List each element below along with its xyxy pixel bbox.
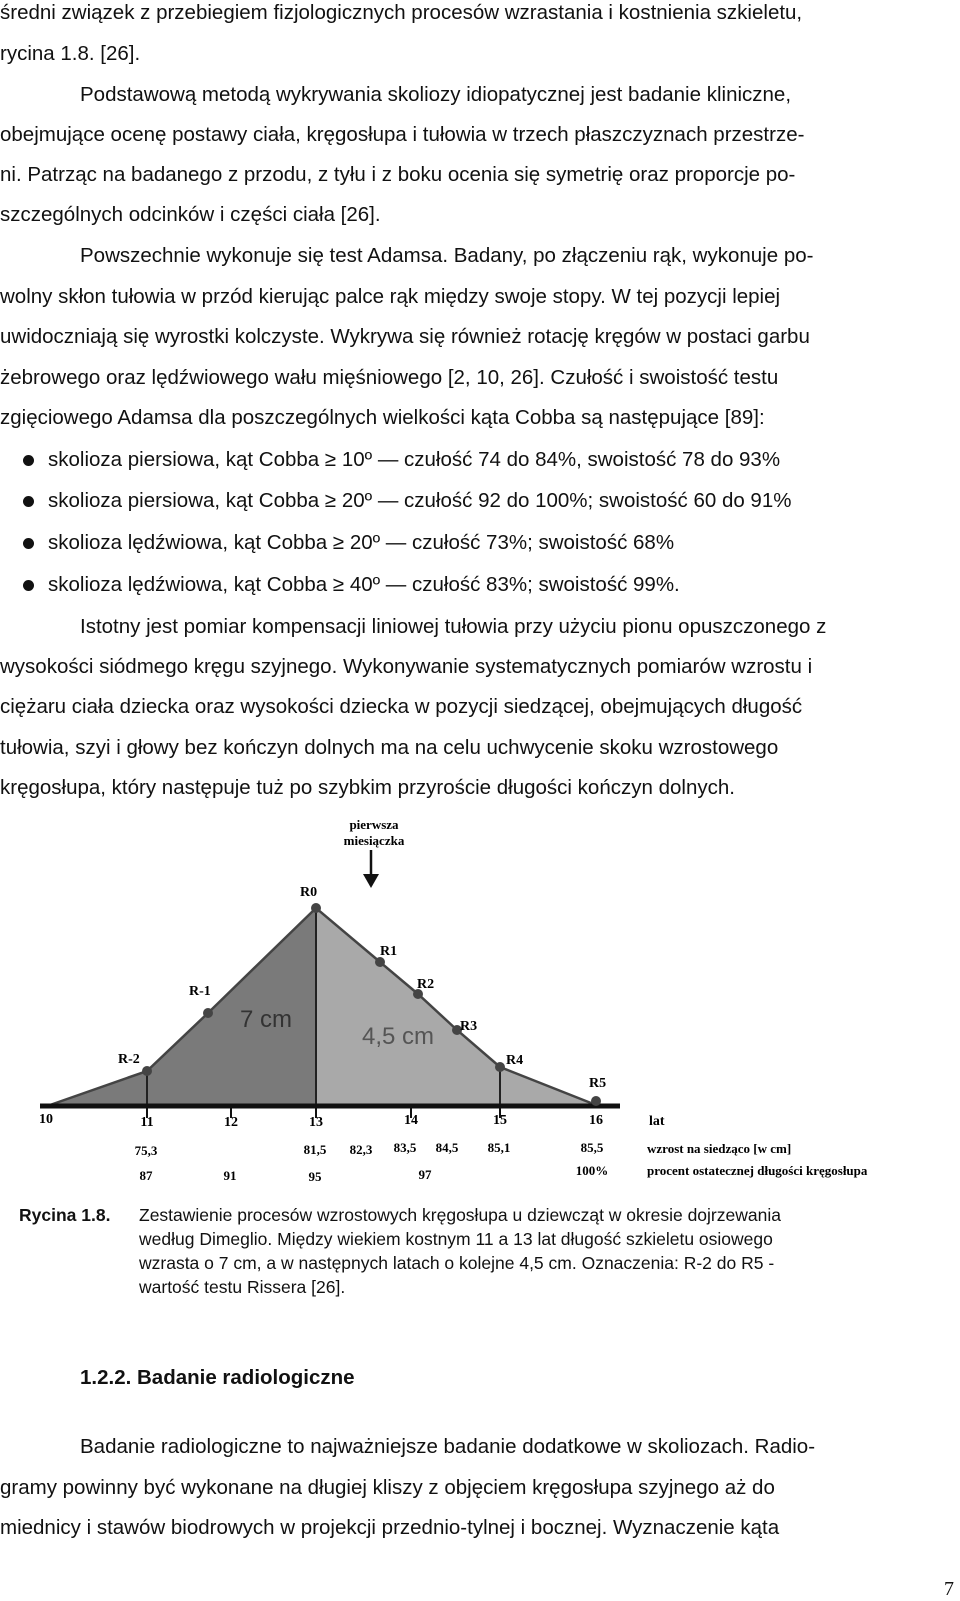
list-item: skolioza lędźwiowa, kąt Cobba ≥ 40º — czułość 83%; swoistość 99%. [48, 573, 680, 596]
risser-label: R4 [506, 1053, 524, 1068]
risser-point [311, 903, 321, 913]
sitting-height-value: 83,5 [393, 1140, 417, 1155]
risser-label: R5 [589, 1076, 607, 1091]
page-number: 7 [944, 1578, 954, 1600]
risser-label: R-2 [118, 1052, 140, 1067]
risser-label: R-1 [189, 984, 211, 999]
x-tick-label: 12 [224, 1115, 238, 1130]
text-line: obejmujące ocenę postawy ciała, kręgosłupa i tułowia w trzech płaszczyznach przestrze- [0, 123, 805, 146]
sitting-height-label: wzrost na siedząco [w cm] [647, 1141, 792, 1156]
text-line: średni związek z przebiegiem fizjologicznych procesów wzrastania i kostnienia szkieletu, [0, 1, 803, 24]
caption-label: Rycina 1.8. [19, 1205, 111, 1225]
risser-label: R0 [300, 885, 318, 900]
caption-line: Zestawienie procesów wzrostowych kręgosłupa u dziewcząt w okresie dojrzewania [139, 1205, 781, 1225]
risser-label: R2 [417, 977, 435, 992]
risser-point [203, 1008, 213, 1018]
sitting-height-value: 85,5 [580, 1140, 604, 1155]
risser-point [591, 1096, 601, 1106]
text-line: gramy powinny być wykonane na długiej kliszy z objęciem kręgosłupa szyjnego aż do [0, 1476, 775, 1499]
text-line: Podstawową metodą wykrywania skoliozy idiopatycznej jest badanie kliniczne, [80, 83, 792, 106]
spine-percent-value: 97 [418, 1167, 432, 1182]
spine-percent-value: 91 [223, 1168, 237, 1183]
text-line: zgięciowego Adamsa dla poszczególnych wielkości kąta Cobba są następujące [89]: [0, 406, 765, 429]
x-axis-unit: lat [649, 1114, 665, 1129]
text-line: ni. Patrząc na badanego z przodu, z tyłu i z boku ocenia się symetrię oraz proporcje po- [0, 163, 796, 186]
text-line: wysokości siódmego kręgu szyjnego. Wykonywanie systematycznych pomiarów wzrostu i [0, 655, 813, 678]
sitting-height-value: 84,5 [435, 1140, 459, 1155]
text-line: żebrowego oraz lędźwiowego wału mięśniowego [2, 10, 26]. Czułość i swoistość testu [0, 366, 779, 389]
sitting-height-value: 75,3 [134, 1143, 158, 1158]
risser-point [142, 1066, 152, 1076]
spine-percent-value: 100% [575, 1163, 609, 1178]
text-line: Badanie radiologiczne to najważniejsze badanie dodatkowe w skoliozach. Radio- [80, 1435, 816, 1458]
text-line: rycina 1.8. [26]. [0, 42, 141, 65]
text-line: wolny skłon tułowia w przód kierując palce rąk między swoje stopy. W tej pozycji lepiej [0, 285, 781, 308]
menarche-label: miesiączka [343, 833, 405, 848]
list-item: skolioza piersiowa, kąt Cobba ≥ 10º — czułość 74 do 84%, swoistość 78 do 93% [48, 448, 781, 471]
area-right [316, 908, 596, 1105]
text-line: miednicy i stawów biodrowych w projekcji przednio-tylnej i bocznej. Wyznaczenie kąta [0, 1516, 780, 1539]
x-tick-label: 16 [589, 1113, 603, 1128]
spine-percent-value: 87 [139, 1168, 153, 1183]
sitting-height-value: 82,3 [349, 1142, 373, 1157]
text-line: uwidoczniają się wyrostki kolczyste. Wykrywa się również rotację kręgów w postaci garbu [0, 325, 810, 348]
caption-line: wzrasta o 7 cm, a w następnych latach o kolejne 4,5 cm. Oznaczenia: R-2 do R5 - [139, 1253, 775, 1273]
risser-label: R3 [460, 1019, 478, 1034]
x-tick-label: 11 [140, 1115, 154, 1130]
area-label: 4,5 cm [362, 1023, 435, 1050]
section-heading: 1.2.2. Badanie radiologiczne [80, 1366, 355, 1389]
arrow-head-icon [363, 874, 379, 888]
x-tick-label: 15 [493, 1113, 507, 1128]
risser-point [495, 1062, 505, 1072]
text-line: Istotny jest pomiar kompensacji liniowej tułowia przy użyciu pionu opuszczonego z [80, 615, 827, 638]
x-tick-label: 13 [309, 1115, 323, 1130]
caption-line: według Dimeglio. Między wiekiem kostnym 11 a 13 lat długość szkieletu osiowego [139, 1229, 773, 1249]
x-tick-label: 10 [39, 1112, 53, 1127]
sitting-height-value: 85,1 [487, 1140, 511, 1155]
risser-label: R1 [380, 944, 398, 959]
text-line: ciężaru ciała dziecka oraz wysokości dziecka w pozycji siedzącej, obejmujących długość [0, 695, 803, 718]
text-line: szczególnych odcinków i części ciała [26]. [0, 203, 381, 226]
list-item: skolioza piersiowa, kąt Cobba ≥ 20º — czułość 92 do 100%; swoistość 60 do 91% [48, 489, 792, 512]
caption-line: wartość testu Rissera [26]. [139, 1277, 346, 1297]
text-line: kręgosłupa, który następuje tuż po szybkim przyroście długości kończyn dolnych. [0, 776, 735, 799]
menarche-label: pierwsza [349, 817, 399, 832]
spine-percent-value: 95 [308, 1169, 322, 1184]
spine-percent-label: procent ostatecznej długości kręgosłupa [647, 1163, 868, 1178]
list-item: skolioza lędźwiowa, kąt Cobba ≥ 20º — czułość 73%; swoistość 68% [48, 531, 675, 554]
sitting-height-value: 81,5 [303, 1142, 327, 1157]
x-tick-label: 14 [404, 1113, 418, 1128]
text-line: Powszechnie wykonuje się test Adamsa. Badany, po złączeniu rąk, wykonuje po- [80, 244, 814, 267]
area-label: 7 cm [240, 1006, 293, 1033]
text-line: tułowia, szyi i głowy bez kończyn dolnych ma na celu uchwycenie skoku wzrostowego [0, 736, 779, 759]
